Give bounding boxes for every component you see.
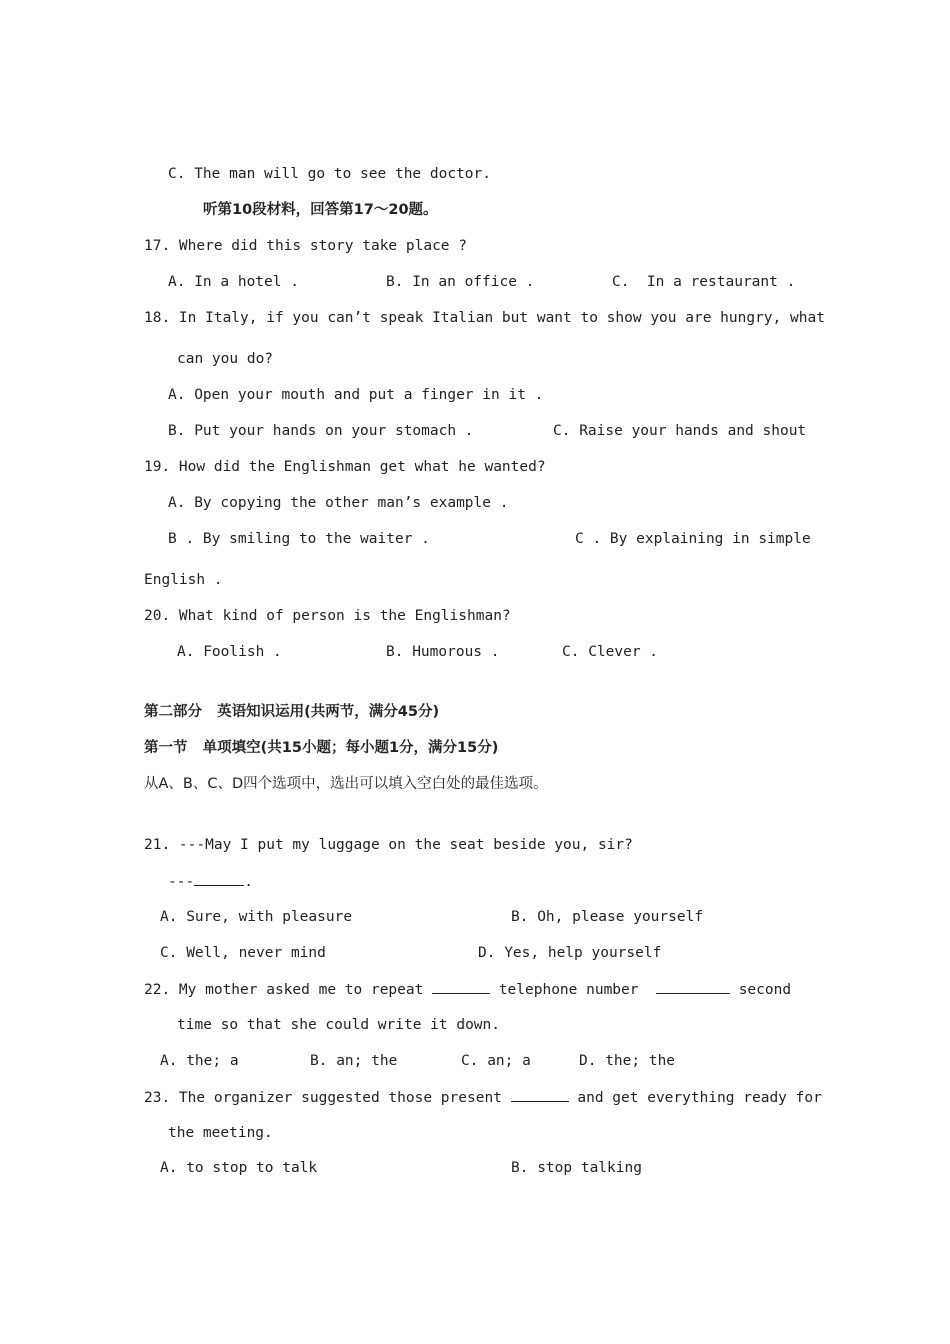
q21-option-d: D. Yes, help yourself (478, 945, 662, 961)
q18-option-a: A. Open your mouth and put a finger in it . (168, 387, 544, 403)
q21-reply-dashes: --- (168, 874, 195, 890)
q20-option-a: A. Foolish . (177, 644, 282, 660)
q19-option-c-continued: English . (144, 572, 223, 588)
q21-answer-blank (194, 871, 244, 886)
q18-option-b: B. Put your hands on your stomach . (168, 423, 474, 439)
q21-reply-end: . (244, 874, 253, 890)
q17-option-b: B. In an office . (386, 274, 535, 290)
q17-stem: 17. Where did this story take place ? (144, 238, 468, 254)
q22-stem-part2: telephone number (490, 982, 656, 998)
part2-heading: 第二部分 英语知识运用(共两节，满分45分) (144, 704, 440, 720)
q23-stem (144, 1087, 822, 1108)
q19-option-a: A. By copying the other man’s example . (168, 495, 509, 511)
q23-answer-blank (511, 1087, 569, 1102)
q21-reply (168, 871, 253, 892)
q17-option-a: A. In a hotel . (168, 274, 299, 290)
q22-option-d: D. the; the (579, 1053, 676, 1069)
q21-stem: 21. ---May I put my luggage on the seat beside you, sir? (144, 837, 633, 853)
section10-heading: 听第10段材料，回答第17～20题。 (203, 202, 438, 218)
q22-option-b: B. an; the (310, 1053, 398, 1069)
q22-option-a: A. the; a (160, 1053, 239, 1069)
q21-option-b: B. Oh, please yourself (511, 909, 704, 925)
q22-stem-part1: 22. My mother asked me to repeat (144, 982, 433, 998)
q20-option-c: C. Clever . (562, 644, 659, 660)
q22-stem-continued: time so that she could write it down. (177, 1017, 501, 1033)
q19-stem: 19. How did the Englishman get what he wanted? (144, 459, 546, 475)
q23-stem-part2: and get everything ready for (568, 1090, 822, 1106)
q19-option-c: C . By explaining in simple (575, 531, 811, 547)
q22-answer-blank-1 (432, 979, 490, 994)
q23-option-a: A. to stop to talk (160, 1160, 318, 1176)
q18-stem-continued: can you do? (177, 351, 274, 367)
q22-option-c: C. an; a (461, 1053, 531, 1069)
section1-heading: 第一节 单项填空(共15小题；每小题1分，满分15分) (144, 740, 499, 756)
q23-option-b: B. stop talking (511, 1160, 642, 1176)
instruction-text: 从A、B、C、D四个选项中，选出可以填入空白处的最佳选项。 (144, 776, 548, 792)
q21-option-c: C. Well, never mind (160, 945, 326, 961)
q20-stem: 20. What kind of person is the Englishman? (144, 608, 511, 624)
q22-answer-blank-2 (656, 979, 730, 994)
q22-stem (144, 979, 791, 1000)
q16-option-c: C. The man will go to see the doctor. (168, 166, 492, 182)
q18-stem: 18. In Italy, if you can’t speak Italian but want to show you are hungry, what (144, 310, 825, 326)
q21-option-a: A. Sure, with pleasure (160, 909, 353, 925)
q18-option-c: C. Raise your hands and shout (553, 423, 807, 439)
q19-option-b: B . By smiling to the waiter . (168, 531, 430, 547)
q22-stem-part3: second (729, 982, 792, 998)
q17-option-c: C. In a restaurant . (612, 274, 796, 290)
q23-stem-part1: 23. The organizer suggested those present (144, 1090, 511, 1106)
q20-option-b: B. Humorous . (386, 644, 500, 660)
q23-stem-continued: the meeting. (168, 1125, 273, 1141)
